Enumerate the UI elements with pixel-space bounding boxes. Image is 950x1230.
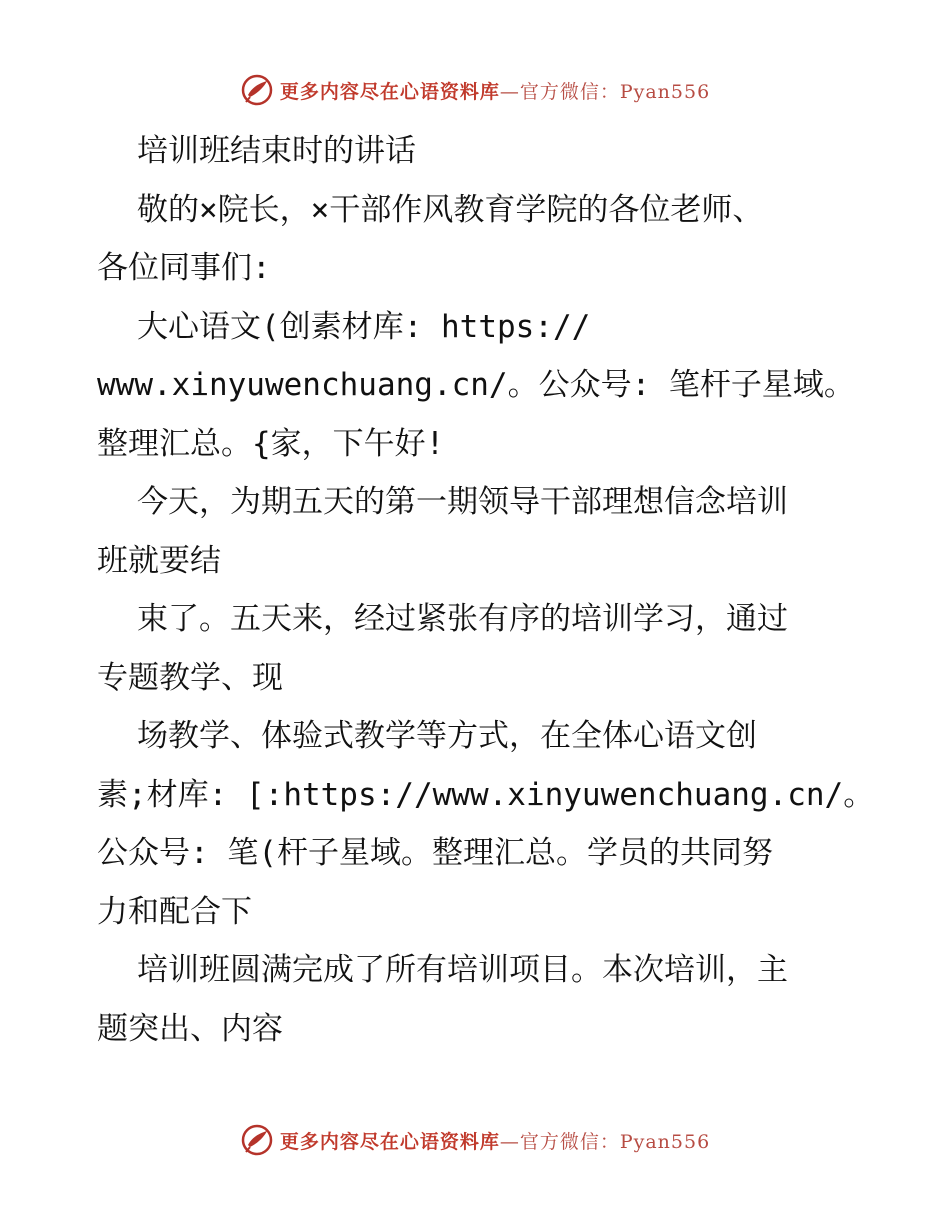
doc-line: 各位同事们:	[97, 250, 271, 286]
header-suffix: —官方微信：Pyan556	[499, 80, 711, 103]
doc-line: 大心语文(创素材库: https://	[137, 308, 591, 345]
doc-line: 整理汇总。{家，下午好!	[97, 425, 445, 462]
pen-logo-icon	[240, 73, 274, 107]
doc-line: 专题教学、现	[97, 659, 283, 696]
document-body	[97, 122, 875, 1058]
doc-line: www.xinyuwenchuang.cn/。公众号: 笔杆子星域。	[97, 367, 855, 403]
doc-line: 场教学、体验式教学等方式，在全体心语文创	[137, 718, 757, 754]
doc-line: 敬的×院长，×干部作风教育学院的各位老师、	[137, 191, 764, 228]
doc-line: 公众号: 笔(杆子星域。整理汇总。学员的共同努	[97, 835, 773, 871]
footer-suffix: —官方微信：Pyan556	[499, 1130, 711, 1153]
pen-logo-icon	[240, 1123, 274, 1157]
doc-line: 今天，为期五天的第一期领导干部理想信念培训	[137, 484, 788, 520]
doc-line: 力和配合下	[97, 893, 252, 930]
doc-line: 素;材库: [:https://www.xinyuwenchuang.cn/。	[97, 776, 875, 813]
doc-line: 束了。五天来，经过紧张有序的培训学习，通过	[137, 601, 788, 637]
doc-line: 培训班结束时的讲话	[137, 133, 416, 169]
footer-text: 更多内容尽在心语资料库	[279, 1130, 500, 1153]
header-text: 更多内容尽在心语资料库	[279, 80, 500, 103]
doc-line: 题突出、内容	[97, 1010, 283, 1047]
doc-line: 班就要结	[97, 542, 221, 579]
footer-banner	[0, 1120, 950, 1160]
header-banner	[0, 70, 950, 110]
doc-line: 培训班圆满完成了所有培训项目。本次培训，主	[137, 952, 788, 988]
